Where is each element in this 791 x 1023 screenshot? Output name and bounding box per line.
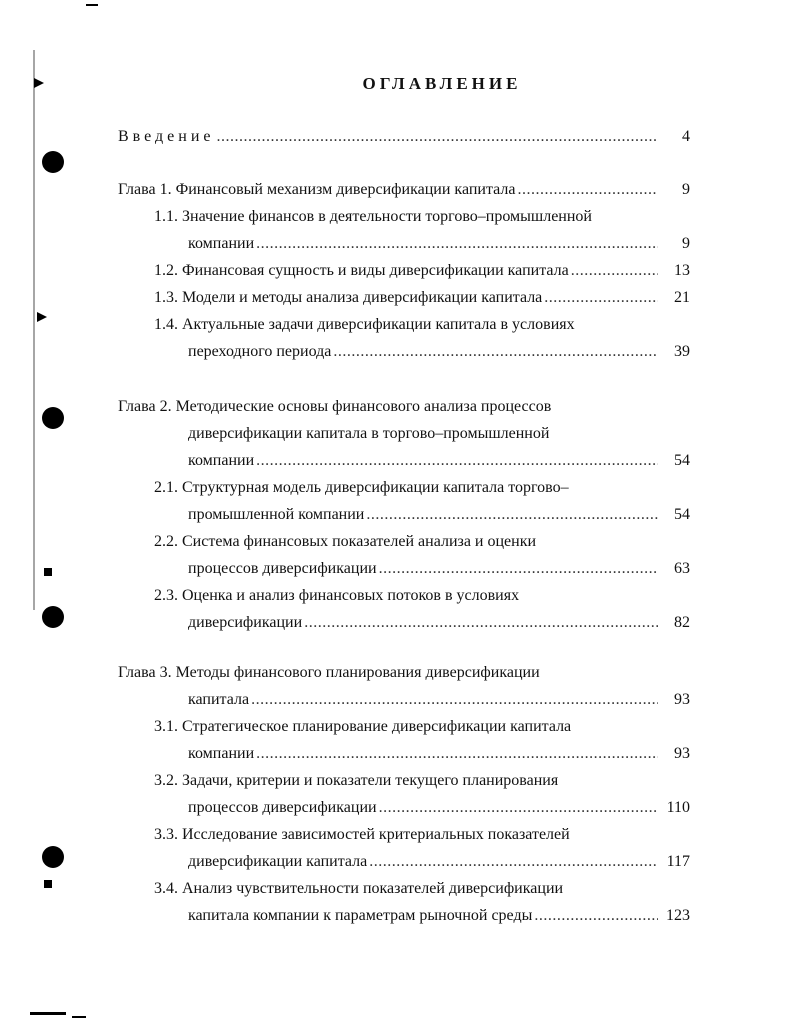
scan-mark: [30, 1012, 66, 1015]
dot-leader: [366, 503, 658, 527]
toc-entry-intro[interactable]: [118, 125, 690, 149]
page-number: 9: [682, 181, 690, 198]
toc-section-2-3-title: диверсификации: [188, 614, 303, 631]
binder-hole: [42, 846, 64, 868]
toc-section-1-4-title: переходного периода: [188, 343, 332, 360]
toc-section-3-4-line: 3.4. Анализ чувствительности показателей диверсификации: [154, 880, 564, 897]
toc-chapter-3-line: Глава 3. Методы финансового планирования диверсификации: [118, 664, 540, 681]
toc-chapter-2[interactable]: [188, 449, 690, 473]
page-number: 82: [674, 614, 690, 631]
dot-leader: [251, 688, 658, 712]
dot-leader: [304, 611, 658, 635]
page-number: 21: [674, 289, 690, 306]
dot-leader: [571, 259, 658, 283]
dot-leader: [256, 449, 658, 473]
binder-hole: [42, 151, 64, 173]
dot-leader: [534, 904, 658, 928]
toc-section-1-4[interactable]: [188, 340, 690, 364]
dot-leader: [544, 286, 658, 310]
scan-mark: [44, 880, 52, 888]
toc-section-1-1[interactable]: [188, 232, 690, 256]
toc-section-3-3-line: 3.3. Исследование зависимостей критериальных показателей: [154, 826, 570, 843]
toc-section-1-3-title: 1.3. Модели и методы анализа диверсификации капитала: [154, 289, 543, 306]
page-number: 54: [674, 452, 690, 469]
dot-leader: [379, 796, 658, 820]
scan-mark: [33, 50, 35, 610]
toc-section-2-2-title: процессов диверсификации: [188, 560, 377, 577]
toc-chapter-1[interactable]: [118, 178, 690, 202]
dot-leader: [369, 850, 658, 874]
toc-entry-intro-title: Введение: [118, 128, 215, 145]
toc-section-3-2[interactable]: [188, 796, 690, 820]
page-number: 63: [674, 560, 690, 577]
toc-section-3-4[interactable]: [188, 904, 690, 928]
dot-leader: [256, 232, 658, 256]
toc-section-3-3[interactable]: [188, 850, 690, 874]
toc-chapter-3-title: капитала: [188, 691, 250, 708]
page-number: 39: [674, 343, 690, 360]
toc-section-2-3-line: 2.3. Оценка и анализ финансовых потоков в условиях: [154, 587, 520, 604]
scan-mark: [72, 1016, 86, 1018]
toc-section-3-1-title: компании: [188, 745, 255, 762]
toc-section-2-1[interactable]: [188, 503, 690, 527]
toc-chapter-3[interactable]: [188, 688, 690, 712]
toc-chapter-1-title: Глава 1. Финансовый механизм диверсификации капитала: [118, 181, 516, 198]
page-number: 117: [666, 853, 690, 870]
page-number: 93: [674, 745, 690, 762]
toc-section-2-2[interactable]: [188, 557, 690, 581]
toc-section-3-2-title: процессов диверсификации: [188, 799, 377, 816]
dot-leader: [256, 742, 658, 766]
toc-section-2-2-line: 2.2. Система финансовых показателей анализа и оценки: [154, 533, 537, 550]
toc-section-1-2-title: 1.2. Финансовая сущность и виды диверсификации капитала: [154, 262, 569, 279]
page-number: 9: [682, 235, 690, 252]
binder-hole: [42, 606, 64, 628]
toc-section-2-1-title: промышленной компании: [188, 506, 365, 523]
toc-section-3-1[interactable]: [188, 742, 690, 766]
toc-section-1-1-title: компании: [188, 235, 255, 252]
toc-chapter-2-title: компании: [188, 452, 255, 469]
toc-section-3-1-line: 3.1. Стратегическое планирование диверсификации капитала: [154, 718, 572, 735]
dot-leader: [517, 178, 658, 202]
dot-leader: [379, 557, 658, 581]
toc-section-1-2[interactable]: [154, 259, 690, 283]
scan-mark: [86, 4, 98, 6]
scan-mark: [37, 312, 47, 322]
toc-section-3-4-title: капитала компании к параметрам рыночной среды: [188, 907, 533, 924]
toc-section-3-3-title: диверсификации капитала: [188, 853, 368, 870]
page-number: 123: [666, 907, 690, 924]
toc-section-1-3[interactable]: [154, 286, 690, 310]
binder-hole: [42, 407, 64, 429]
page-number: 110: [666, 799, 690, 816]
toc-section-1-4-line: 1.4. Актуальные задачи диверсификации капитала в условиях: [154, 316, 575, 333]
toc-section-1-1-line: 1.1. Значение финансов в деятельности торгово–промышленной: [154, 208, 592, 225]
page-number: 54: [674, 506, 690, 523]
scan-mark: [44, 568, 52, 576]
page-title: ОГЛАВЛЕНИЕ: [362, 74, 522, 93]
toc-chapter-2-line: Глава 2. Методические основы финансового анализа процессов: [118, 398, 552, 415]
dot-leader: [217, 125, 659, 149]
toc-section-2-1-line: 2.1. Структурная модель диверсификации капитала торгово–: [154, 479, 569, 496]
toc-section-2-3[interactable]: [188, 611, 690, 635]
dot-leader: [333, 340, 658, 364]
toc-chapter-2-line: диверсификации капитала в торгово–промышленной: [188, 425, 550, 442]
page-number: 93: [674, 691, 690, 708]
page-number: 4: [682, 128, 690, 145]
page-number: 13: [674, 262, 690, 279]
toc-section-3-2-line: 3.2. Задачи, критерии и показатели текущего планирования: [154, 772, 559, 789]
